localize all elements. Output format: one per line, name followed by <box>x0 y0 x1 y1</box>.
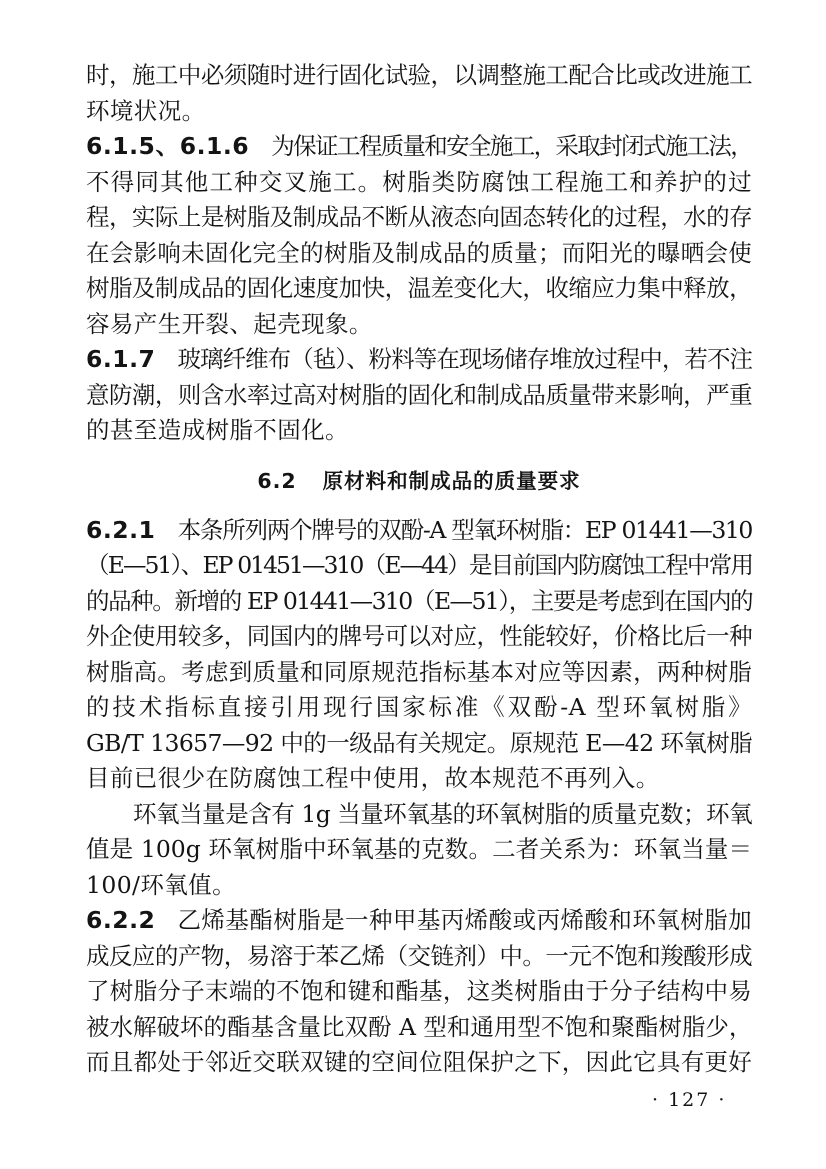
paragraph-6-2-1 <box>86 513 752 797</box>
text-line: 而且都处于邻近交联双键的空间位阻保护之下，因此它具有更好 <box>86 1048 752 1076</box>
text-line: 的品种。新增的 EP 01441—310（E—51），主要是考虑到在国内的 <box>86 586 752 615</box>
clause-text: 玻璃纤维布（毡）、粉料等在现场储存堆放过程中，若不注 <box>177 345 752 373</box>
clause-text: 乙烯基酯树脂是一种甲基丙烯酸或丙烯酸和环氧树脂加 <box>177 906 752 934</box>
text-line: 意防潮，则含水率过高对树脂的固化和制成品质量带来影响，严重 <box>86 380 752 409</box>
clause-number: 6.2.1 <box>86 515 156 544</box>
text-line: 的甚至造成树脂不固化。 <box>86 416 349 444</box>
paragraph-6-1-4-continued <box>86 58 752 129</box>
section-heading-6-2 <box>86 449 752 513</box>
text-line: GB/T 13657—92 中的一级品有关规定。原规范 E—42 环氧树脂 <box>86 728 752 757</box>
clause-number: 6.1.7 <box>86 345 156 373</box>
text-line: 的技术指标直接引用现行国家标准《双酚-A 型环氧树脂》 <box>86 693 752 721</box>
paragraph-6-1-7 <box>86 342 752 449</box>
text-line: 目前已很少在防腐蚀工程中使用，故本规范不再列入。 <box>86 764 660 792</box>
text-line: 成反应的产物，易溶于苯乙烯（交链剂）中。一元不饱和羧酸形成 <box>86 941 752 970</box>
paragraph-epoxy-equivalent <box>86 797 752 904</box>
clause-text: 本条所列两个牌号的双酚-A 型氧环树脂：EP 01441—310 <box>177 515 752 544</box>
text-line: 100/环氧值。 <box>86 870 236 899</box>
clause-text: 为保证工程质量和安全施工，采取封闭式施工法， <box>271 132 752 160</box>
clause-number: 6.2.2 <box>86 906 156 934</box>
text-line: 树脂高。考虑到质量和同原规范指标基本对应等因素，两种树脂 <box>86 657 752 686</box>
text-line: 时，施工中必须随时进行固化试验，以调整施工配合比或改进施工 <box>86 61 752 89</box>
text-line: 外企使用较多，同国内的牌号可以对应，性能较好，价格比后一种 <box>86 622 752 650</box>
text-line: 在会影响未固化完全的树脂及制成品的质量；而阳光的曝晒会使 <box>86 238 752 267</box>
text-line: 值是 100g 环氧树脂中环氧基的克数。二者关系为：环氧当量＝ <box>86 835 752 863</box>
text-line: 容易产生开裂、起壳现象。 <box>86 309 373 338</box>
text-line: 被水解破坏的酯基含量比双酚 A 型和通用型不饱和聚酯树脂少， <box>86 1012 753 1041</box>
text-line: 环氧当量是含有 1g 当量环氧基的环氧树脂的质量克数；环氧 <box>133 799 752 828</box>
text-line: （E—51）、EP 01451—310（E—44）是目前国内防腐蚀工程中常用 <box>86 551 752 579</box>
text-line: 不得同其他工种交叉施工。树脂类防腐蚀工程施工和养护的过 <box>86 167 752 196</box>
paragraph-6-2-2 <box>86 903 752 1081</box>
text-line <box>86 903 752 939</box>
clause-number: 6.1.5、6.1.6 <box>86 132 250 160</box>
text-line: 了树脂分子末端的不饱和键和酯基，这类树脂由于分子结构中易 <box>86 977 752 1005</box>
text-line <box>86 129 752 165</box>
text-line: 环境状况。 <box>86 96 206 125</box>
text-line: 程，实际上是树脂及制成品不断从液态向固态转化的过程，水的存 <box>86 203 752 231</box>
section-number: 6.2 <box>257 468 297 493</box>
section-title: 原材料和制成品的质量要求 <box>322 468 581 493</box>
document-page <box>86 58 752 1081</box>
text-line: 树脂及制成品的固化速度加快，温差变化大，收缩应力集中释放， <box>86 274 752 302</box>
text-line <box>86 513 752 549</box>
text-line <box>86 342 752 378</box>
paragraph-6-1-5 <box>86 129 752 342</box>
page-number: · 127 · <box>652 1089 727 1111</box>
